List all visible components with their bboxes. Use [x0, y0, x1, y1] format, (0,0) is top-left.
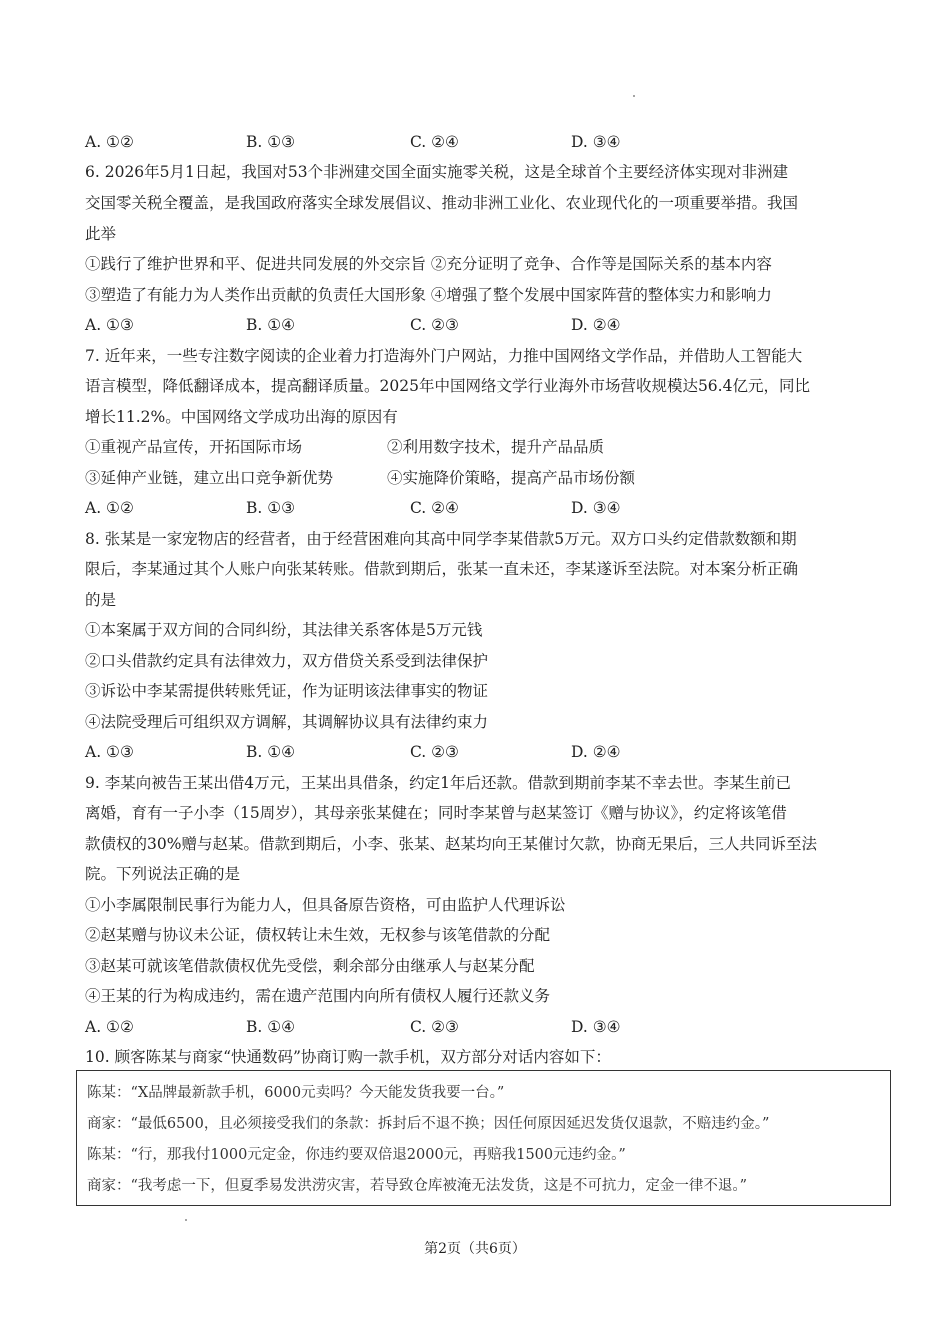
dialogue-line: 陈某：“行，那我付1000元定金，你违约要双倍退2000元，再赔我1500元违约金。”	[87, 1147, 626, 1163]
option-a: A. ①③	[85, 743, 134, 761]
option-b: B. ①③	[246, 499, 296, 517]
option-d: D. ③④	[571, 499, 621, 517]
scan-speck	[633, 95, 635, 97]
q9-stem-line: 离婚，育有一子小李（15周岁），其母亲张某健在；同时李某曾与赵某签订《赠与协议》，约定将该笔借	[85, 804, 787, 822]
q9-stem-line: 院。下列说法正确的是	[85, 865, 241, 883]
scan-speck	[185, 1219, 187, 1221]
option-d: D. ③④	[571, 1018, 621, 1036]
option-d: D. ②④	[571, 743, 621, 761]
q6-stem-line: 此举	[85, 225, 117, 243]
q9-stem-line: 9. 李某向被告王某出借4万元，王某出具借条，约定1年后还款。借款到期前李某不幸去世。李某生前已	[85, 774, 791, 792]
option-a: A. ①②	[85, 1018, 134, 1036]
q7-item-1: ①重视产品宣传，开拓国际市场	[85, 438, 303, 456]
q8-item-line: ①本案属于双方间的合同纠纷，其法律关系客体是5万元钱	[85, 621, 483, 639]
q9-item-line: ③赵某可就该笔借款债权优先受偿，剩余部分由继承人与赵某分配	[85, 957, 535, 975]
q6-stem-line: 交国零关税全覆盖，是我国政府落实全球发展倡议、推动非洲工业化、农业现代化的一项重要举措。我国	[85, 194, 799, 212]
option-c: C. ②③	[410, 1018, 459, 1036]
q8-item-line: ③诉讼中李某需提供转账凭证，作为证明该法律事实的物证	[85, 682, 489, 700]
q9-item-line: ②赵某赠与协议未公证，债权转让未生效，无权参与该笔借款的分配	[85, 926, 551, 944]
option-c: C. ②③	[410, 743, 459, 761]
option-c: C. ②④	[410, 499, 459, 517]
page-footer: 第2页（共6页）	[424, 1241, 526, 1257]
q7-stem-line: 语言模型，降低翻译成本，提高翻译质量。2025年中国网络文学行业海外市场营收规模达56.4亿元，同比	[85, 377, 810, 395]
q9-item-line: ①小李属限制民事行为能力人，但具备原告资格，可由监护人代理诉讼	[85, 896, 566, 914]
q6-item-line: ①践行了维护世界和平、促进共同发展的外交宗旨 ②充分证明了竞争、合作等是国际关系的基本内容	[85, 255, 772, 273]
option-b: B. ①④	[246, 316, 296, 334]
q8-stem-line: 限后，李某通过其个人账户向张某转账。借款到期后，张某一直未还，李某遂诉至法院。对本案分析正确	[85, 560, 799, 578]
dialogue-line: 商家：“最低6500，且必须接受我们的条款：拆封后不退不换；因任何原因延迟发货仅退款，不赔违约金。”	[87, 1116, 770, 1132]
q7-stem-line: 7. 近年来，一些专注数字阅读的企业着力打造海外门户网站，力推中国网络文学作品，并借助人工智能大	[85, 347, 803, 365]
option-c: C. ②④	[410, 133, 459, 151]
q6-stem-line: 6. 2026年5月1日起，我国对53个非洲建交国全面实施零关税，这是全球首个主要经济体实现对非洲建	[85, 163, 789, 181]
q9-item-line: ④王某的行为构成违约，需在遗产范围内向所有债权人履行还款义务	[85, 987, 551, 1005]
q6-item-line: ③塑造了有能力为人类作出贡献的负责任大国形象 ④增强了整个发展中国家阵营的整体实力和影响力	[85, 286, 772, 304]
dialogue-line: 商家：“我考虑一下，但夏季易发洪涝灾害，若导致仓库被淹无法发货，这是不可抗力，定金一律不退。”	[87, 1178, 748, 1194]
q7-item-2: ②利用数字技术，提升产品品质	[387, 438, 605, 456]
q7-item-4: ④实施降价策略，提高产品市场份额	[387, 469, 636, 487]
q9-stem-line: 款债权的30%赠与赵某。借款到期后，小李、张某、赵某均向王某催讨欠款，协商无果后，三人共同诉至法	[85, 835, 817, 853]
option-b: B. ①④	[246, 1018, 296, 1036]
q8-stem-line: 8. 张某是一家宠物店的经营者，由于经营困难向其高中同学李某借款5万元。双方口头约定借款数额和期	[85, 530, 797, 548]
dialogue-box	[76, 1070, 891, 1206]
option-a: A. ①②	[85, 499, 134, 517]
q8-item-line: ④法院受理后可组织双方调解，其调解协议具有法律约束力	[85, 713, 489, 731]
q8-stem-line: 的是	[85, 591, 117, 609]
q10-stem-line: 10. 顾客陈某与商家“快通数码”协商订购一款手机，双方部分对话内容如下：	[85, 1048, 611, 1066]
q8-item-line: ②口头借款约定具有法律效力，双方借贷关系受到法律保护	[85, 652, 489, 670]
option-a: A. ①③	[85, 316, 134, 334]
option-d: D. ②④	[571, 316, 621, 334]
q7-stem-line: 增长11.2%。中国网络文学成功出海的原因有	[85, 408, 398, 426]
q7-item-3: ③延伸产业链，建立出口竞争新优势	[85, 469, 334, 487]
option-d: D. ③④	[571, 133, 621, 151]
dialogue-line: 陈某：“X品牌最新款手机，6000元卖吗？今天能发货我要一台。”	[87, 1085, 505, 1101]
option-b: B. ①③	[246, 133, 296, 151]
option-a: A. ①②	[85, 133, 134, 151]
option-c: C. ②③	[410, 316, 459, 334]
option-b: B. ①④	[246, 743, 296, 761]
